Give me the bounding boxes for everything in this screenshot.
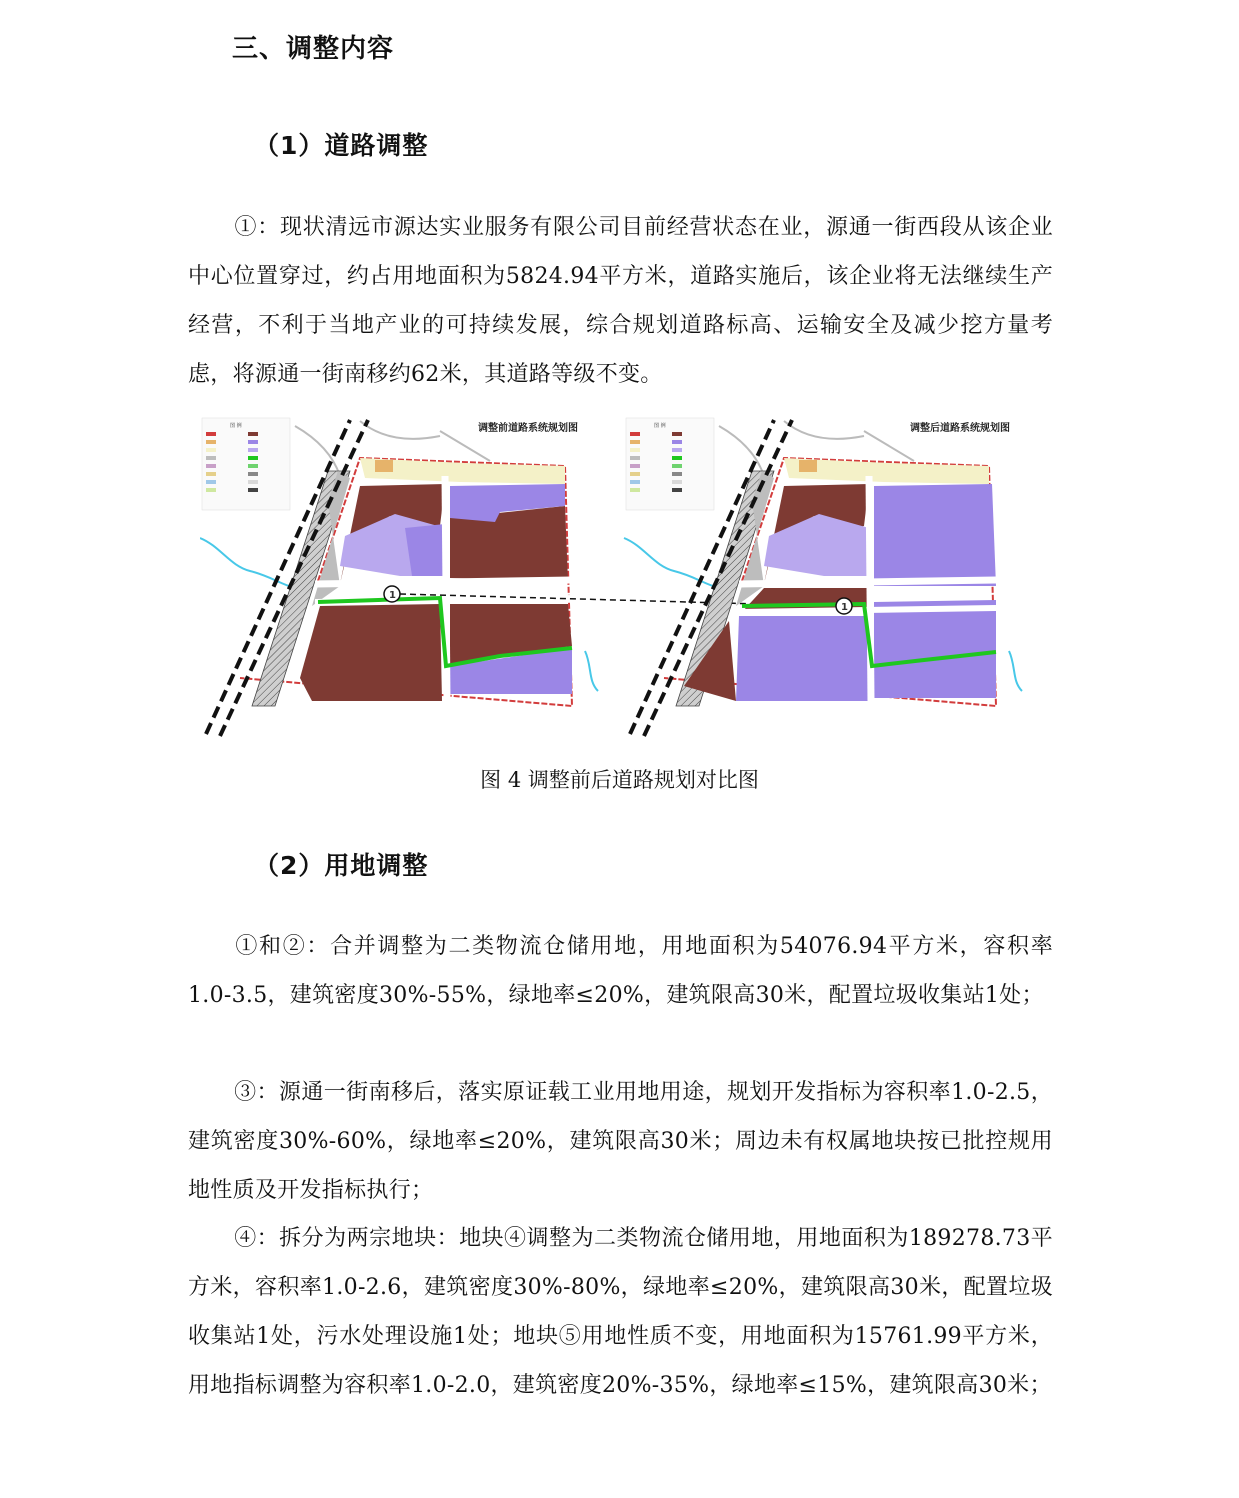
land-heading: （2）用地调整 xyxy=(254,851,429,880)
left-map-title: 调整前道路系统规划图 xyxy=(478,423,578,434)
road-heading: （1）道路调整 xyxy=(254,131,429,160)
road-plan-comparison-figure xyxy=(200,416,1040,738)
right-logistics-se xyxy=(874,600,996,698)
right-legend-title: 图 例 xyxy=(654,423,666,429)
land-paragraph-2-text: ③：源通一街南移后，落实原证载工业用地用途，规划开发指标为容积率1.0-2.5，建筑密度30%-60%，绿地率≤20%，建筑限高30米；周边未有权属地块按已批控规用地性质及开发指标执行； xyxy=(188,1080,1053,1203)
left-river xyxy=(200,538,295,588)
right-map xyxy=(624,418,1022,736)
road-paragraph xyxy=(188,203,1053,399)
right-road-marker-label: 1 xyxy=(841,602,848,613)
left-industrial-sw xyxy=(300,604,442,701)
land-paragraph-1-text: ①和②：合并调整为二类物流仓储用地，用地面积为54076.94平方米，容积率1.0-3.5，建筑密度30%-55%，绿地率≤20%，建筑限高30米，配置垃圾收集站1处； xyxy=(188,934,1053,1008)
land-paragraph-2 xyxy=(188,1068,1053,1215)
road-paragraph-text: ①：现状清远市源达实业服务有限公司目前经营状态在业，源通一街西段从该企业中心位置穿过，约占用地面积为5824.94平方米，道路实施后，该企业将无法继续生产经营，不利于当地产业的可持续发展，综合规划道路标高、运输安全及减少挖方量考虑，将源通一街南移约62米，其道路等级不变。 xyxy=(188,215,1053,387)
right-map-title: 调整后道路系统规划图 xyxy=(910,423,1010,434)
figure-caption: 图 4 调整前后道路规划对比图 xyxy=(480,768,759,792)
land-paragraph-3-text: ④：拆分为两宗地块：地块④调整为二类物流仓储用地，用地面积为189278.73平方米，容积率1.0-2.6，建筑密度30%-80%，绿地率≤20%，建筑限高30米，配置垃圾收集站1处，污水处理设施1处；地块⑤用地性质不变，用地面积为15761.99平方米，用地指标调整为容积率1.0-2.0，建筑密度20%-35%，绿地率≤15%，建筑限高30米； xyxy=(188,1226,1053,1398)
left-road-marker-label: 1 xyxy=(389,590,396,601)
section-title: 三、调整内容 xyxy=(232,34,395,64)
right-logistics-sw xyxy=(736,616,869,701)
right-logistics-ne xyxy=(874,484,996,586)
land-paragraph-3 xyxy=(188,1214,1053,1410)
land-paragraph-1 xyxy=(188,922,1053,1020)
left-map xyxy=(200,418,598,736)
left-legend-title: 图 例 xyxy=(230,423,242,429)
